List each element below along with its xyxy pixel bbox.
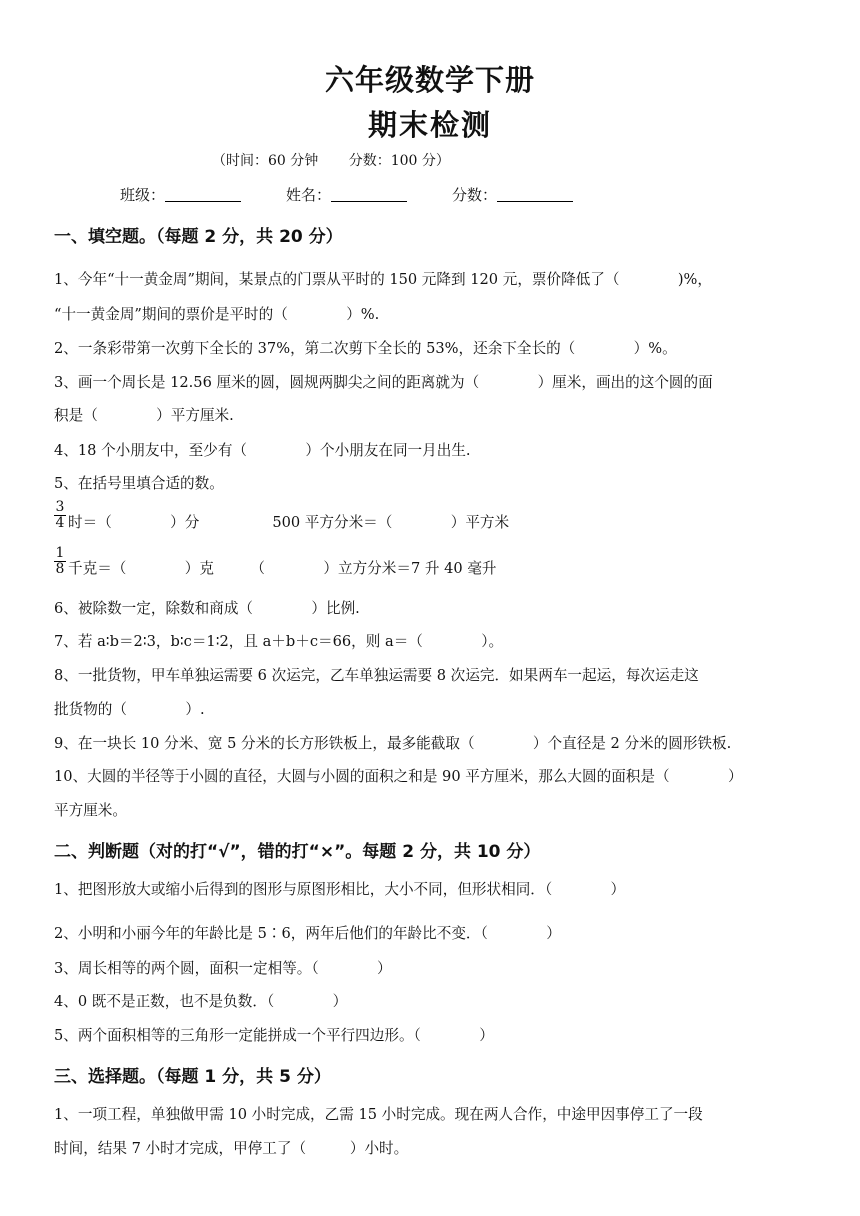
question-line: 4、0 既不是正数，也不是负数．（ ）	[54, 993, 348, 1010]
exam-info	[212, 150, 476, 170]
question-line: 批货物的（ ）.	[54, 701, 205, 718]
time-info: （时间：60 分钟	[212, 153, 319, 169]
question-line: 1、一项工程，单独做甲需 10 小时完成，乙需 15 小时完成。现在两人合作，中途甲因事停工了一段	[54, 1106, 703, 1123]
question-line: 5、两个面积相等的三角形一定能拼成一个平行四边形。（ ）	[54, 1027, 494, 1044]
fraction-one-eighth	[54, 546, 66, 577]
question-line: 3、画一个周长是 12.56 厘米的圆，圆规两脚尖之间的距离就为（ ）厘米，画出的这个圆的面	[54, 374, 713, 391]
question-line: 8、一批货物，甲车单独运需要 6 次运完，乙车单独运需要 8 次运完．如果两车一起运，每次运走这	[54, 667, 699, 684]
name-label: 姓名：	[286, 186, 332, 204]
question-line: “十一黄金周”期间的票价是平时的（ ）%.	[54, 306, 380, 323]
class-label: 班级：	[120, 186, 166, 204]
question-line: 平方厘米。	[54, 802, 127, 819]
section-heading-fill-blank: 一、填空题。（每题 2 分，共 20 分）	[54, 227, 343, 247]
question-line: 5、在括号里填合适的数。	[54, 475, 224, 492]
question-line: 7、若 a∶b＝2∶3，b∶c＝1∶2，且 a＋b＋c＝66，则 a＝（ ）。	[54, 633, 504, 650]
class-blank[interactable]	[165, 187, 241, 202]
fraction-denominator: 4	[55, 515, 65, 531]
fraction-three-quarters	[54, 500, 66, 531]
question-line: 时间，结果 7 小时才完成，甲停工了（ ）小时。	[54, 1140, 409, 1157]
class-field[interactable]	[120, 184, 241, 205]
question-line: 9、在一块长 10 分米、宽 5 分米的长方形铁板上，最多能截取（ ）个直径是 2 分米的圆形铁板.	[54, 735, 732, 752]
score-label: 分数：	[452, 186, 498, 204]
question-line: 2、小明和小丽今年的年龄比是 5∶6，两年后他们的年龄比不变．（ ）	[54, 925, 561, 942]
question-line: 3、周长相等的两个圆，面积一定相等。（ ）	[54, 960, 392, 977]
question-line: 积是（ ）平方厘米.	[54, 407, 234, 424]
question-line: 10、大圆的半径等于小圆的直径，大圆与小圆的面积之和是 90 平方厘米，那么大圆的面积是（ ）	[54, 768, 743, 785]
question-line: 时＝（ ）分 500 平方分米＝（ ）平方米	[68, 514, 510, 531]
section-heading-true-false: 二、判断题（对的打“√”，错的打“×”。每题 2 分，共 10 分）	[54, 842, 541, 862]
score-blank[interactable]	[497, 187, 573, 202]
question-line: 4、18 个小朋友中，至少有（ ）个小朋友在同一月出生.	[54, 442, 471, 459]
page-title: 六年级数学下册	[324, 63, 535, 97]
page-subtitle: 期末检测	[367, 108, 492, 142]
section-heading-multiple-choice: 三、选择题。（每题 1 分，共 5 分）	[54, 1067, 331, 1087]
fraction-denominator: 8	[55, 561, 65, 577]
name-blank[interactable]	[331, 187, 407, 202]
score-info: 分数：100 分）	[348, 153, 450, 169]
fraction-numerator: 1	[55, 545, 65, 561]
score-field[interactable]	[452, 184, 573, 205]
question-line: 千克＝（ ）克 （ ）立方分米＝7 升 40 毫升	[68, 560, 497, 577]
fraction-numerator: 3	[55, 499, 65, 515]
question-line: 6、被除数一定，除数和商成（ ）比例.	[54, 600, 360, 617]
question-line: 2、一条彩带第一次剪下全长的 37%，第二次剪下全长的 53%，还余下全长的（ ）%。	[54, 340, 677, 357]
question-line: 1、把图形放大或缩小后得到的图形与原图形相比，大小不同，但形状相同．（ ）	[54, 881, 626, 898]
question-line: 1、今年“十一黄金周”期间，某景点的门票从平时的 150 元降到 120 元，票价降低了（ )%，	[54, 271, 713, 288]
name-field[interactable]	[286, 184, 407, 205]
